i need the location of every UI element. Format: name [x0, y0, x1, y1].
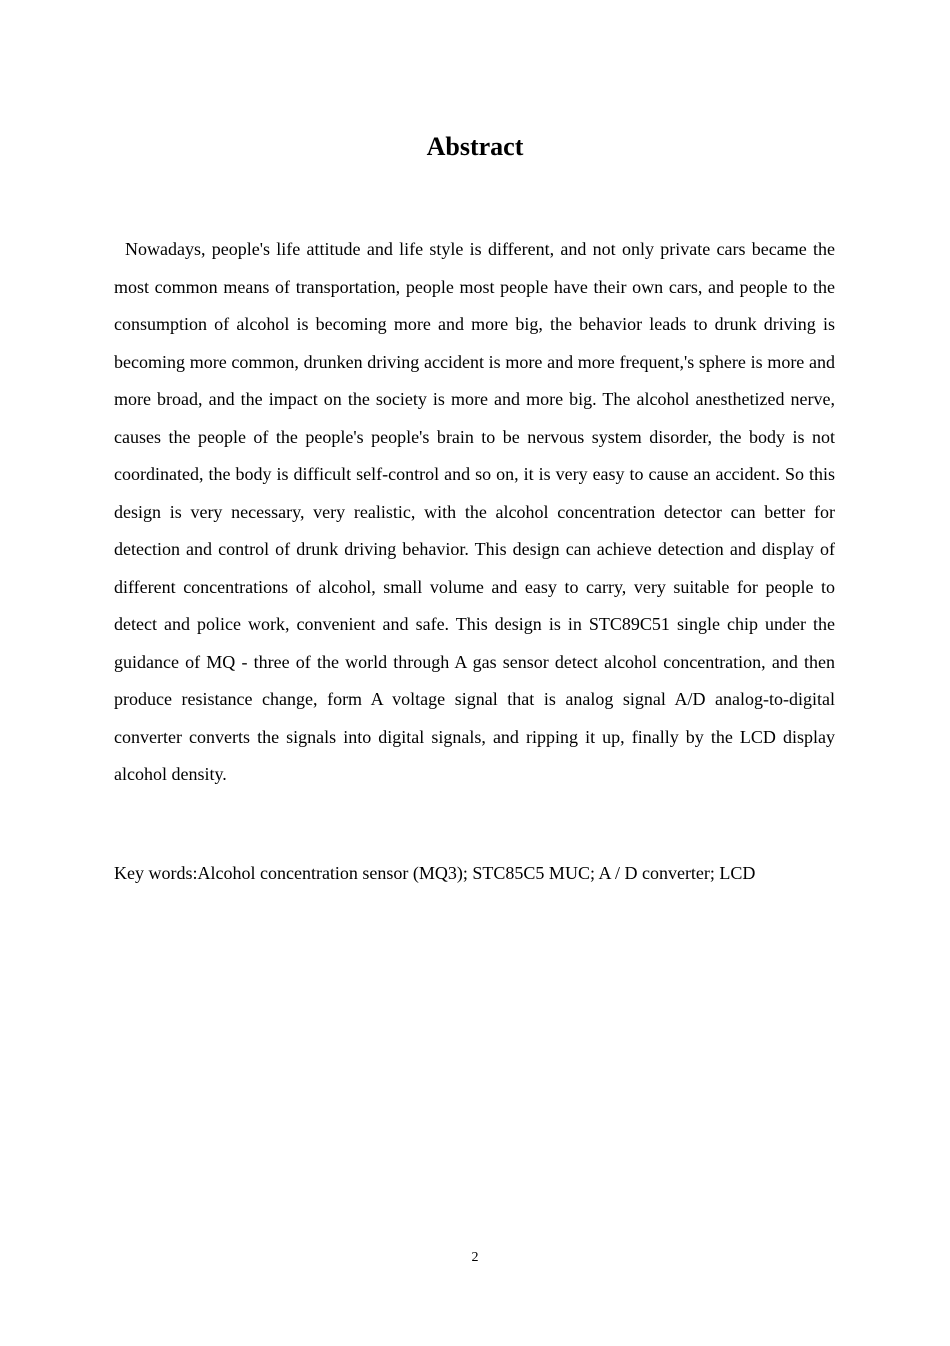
- page-number: 2: [471, 1250, 479, 1265]
- page-title: Abstract: [426, 132, 524, 161]
- abstract-paragraph: Nowadays, people's life attitude and life style is different, and not only private cars became the most common means of transportation, people most people have their own cars, and people to the consumption of alcohol is becoming more and more big, the behavior leads to drunk driving is becoming more common, drunken driving accident is more and more frequent,'s sphere is more and more broad, and the impact on the society is more and more big. The alcohol anesthetized nerve, causes the people of the people's people's brain to be nervous system disorder, the body is not coordinated, the body is difficult self-control and so on, it is very easy to cause an accident. So this design is very necessary, very realistic, with the alcohol concentration detector can better for detection and control of drunk driving behavior. This design can achieve detection and display of different concentrations of alcohol, small volume and easy to carry, very suitable for people to detect and police work, convenient and safe. This design is in STC89C51 single chip under the guidance of MQ - three of the world through A gas sensor detect alcohol concentration, and then produce resistance change, form A voltage signal that is analog signal A/D analog-to-digital converter converts the signals into digital signals, and ripping it up, finally by the LCD display alcohol density.: [114, 239, 835, 784]
- keywords-line: Key words:Alcohol concentration sensor (MQ3); STC85C5 MUC; A / D converter; LCD: [114, 863, 756, 883]
